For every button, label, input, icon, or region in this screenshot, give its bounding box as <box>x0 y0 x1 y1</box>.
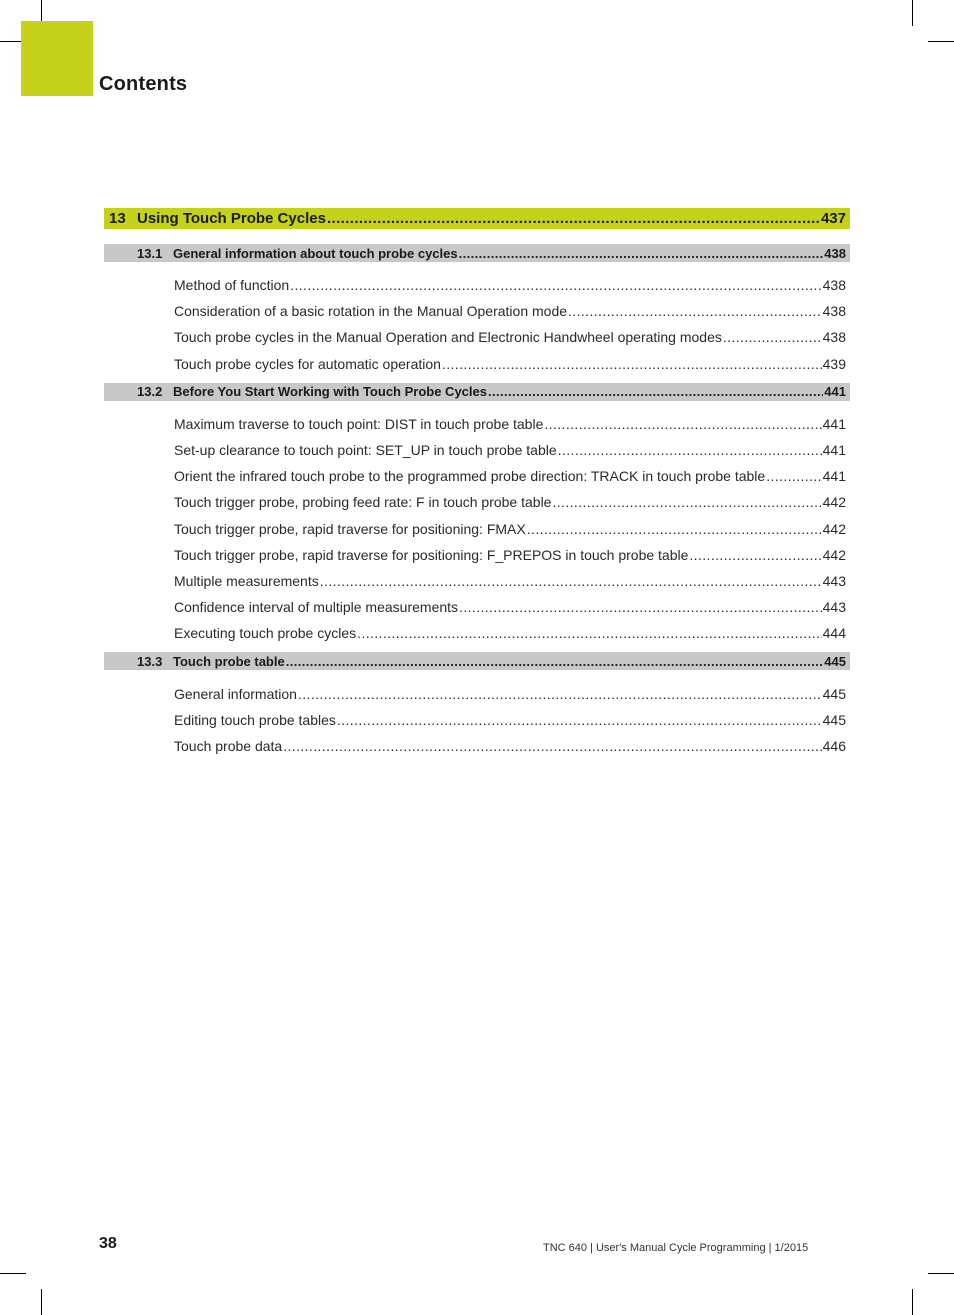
toc-entry[interactable] <box>104 707 850 733</box>
toc-chapter-row[interactable] <box>104 208 850 229</box>
entry-page: 439 <box>822 355 846 372</box>
entry-page: 443 <box>822 599 846 616</box>
entry-page: 443 <box>822 572 846 589</box>
dot-leader <box>337 712 822 728</box>
toc-entry[interactable] <box>104 272 850 298</box>
dot-leader <box>442 356 822 372</box>
section-page: 438 <box>824 245 846 261</box>
dot-leader <box>723 329 822 345</box>
dot-leader <box>558 442 822 458</box>
entry-page: 438 <box>822 329 846 346</box>
entry-page: 444 <box>822 625 846 642</box>
section-number: 13.3 <box>137 653 163 669</box>
toc-section-row[interactable] <box>104 652 850 670</box>
crop-mark <box>41 1289 42 1315</box>
section-title: Before You Start Working with Touch Probe Cycles <box>173 384 487 400</box>
entry-title: Consideration of a basic rotation in the Manual Operation mode <box>174 303 568 320</box>
dot-leader <box>327 210 820 227</box>
table-of-contents <box>104 208 850 759</box>
section-title: Touch probe table <box>173 653 285 669</box>
entry-page: 445 <box>822 711 846 728</box>
toc-entry[interactable] <box>104 733 850 759</box>
toc-entry[interactable] <box>104 620 850 646</box>
crop-mark <box>928 41 954 42</box>
entry-title: Touch trigger probe, rapid traverse for positioning: FMAX <box>174 520 526 537</box>
entry-title: Method of function <box>174 277 290 294</box>
entry-page: 441 <box>822 415 846 432</box>
crop-mark <box>912 0 913 26</box>
entry-page: 442 <box>822 494 846 511</box>
entry-title: Executing touch probe cycles <box>174 625 357 642</box>
entry-title: Touch trigger probe, probing feed rate: F in touch probe table <box>174 494 552 511</box>
toc-entry[interactable] <box>104 437 850 463</box>
toc-entry[interactable] <box>104 568 850 594</box>
dot-leader <box>527 521 822 537</box>
chapter-page: 437 <box>820 210 846 227</box>
section-page: 441 <box>824 384 846 400</box>
entry-page: 438 <box>822 277 846 294</box>
dot-leader <box>544 416 821 432</box>
dot-leader <box>320 573 822 589</box>
entry-page: 442 <box>822 520 846 537</box>
toc-entry[interactable] <box>104 680 850 706</box>
entry-title: Touch trigger probe, rapid traverse for positioning: F_PREPOS in touch probe table <box>174 546 689 563</box>
entry-title: Editing touch probe tables <box>174 711 336 728</box>
toc-entry[interactable] <box>104 542 850 568</box>
section-page: 445 <box>824 653 846 669</box>
entry-title: Orient the infrared touch probe to the programmed probe direction: TRACK in touch probe table <box>174 468 766 485</box>
entry-page: 438 <box>822 303 846 320</box>
toc-entry[interactable] <box>104 516 850 542</box>
section-title: General information about touch probe cycles <box>173 245 458 261</box>
entry-title: Touch probe cycles in the Manual Operation and Electronic Handwheel operating modes <box>174 329 722 346</box>
dot-leader <box>488 384 823 399</box>
entry-title: Confidence interval of multiple measurements <box>174 599 459 616</box>
toc-entry[interactable] <box>104 351 850 377</box>
toc-entry[interactable] <box>104 463 850 489</box>
entry-title: General information <box>174 685 297 702</box>
toc-entry[interactable] <box>104 324 850 350</box>
toc-section-row[interactable] <box>104 383 850 401</box>
dot-leader <box>568 303 822 319</box>
entry-title: Touch probe cycles for automatic operation <box>174 355 441 372</box>
chapter-title: Using Touch Probe Cycles <box>137 210 326 227</box>
dot-leader <box>357 625 822 641</box>
dot-leader <box>290 277 821 293</box>
crop-mark <box>0 1273 26 1274</box>
section-number: 13.2 <box>137 384 163 400</box>
dot-leader <box>552 494 821 510</box>
page-number: 38 <box>99 1235 117 1252</box>
entry-page: 441 <box>822 468 846 485</box>
toc-entry[interactable] <box>104 411 850 437</box>
dot-leader <box>298 686 822 702</box>
dot-leader <box>459 246 824 261</box>
header-accent-block <box>21 21 93 96</box>
dot-leader <box>459 599 822 615</box>
chapter-number: 13 <box>109 210 126 227</box>
crop-mark <box>928 1273 954 1274</box>
entry-title: Set-up clearance to touch point: SET_UP in touch probe table <box>174 442 557 459</box>
footer-text: TNC 640 | User's Manual Cycle Programming | 1/2015 <box>543 1242 809 1254</box>
entry-title: Touch probe data <box>174 737 283 754</box>
entry-page: 442 <box>822 546 846 563</box>
dot-leader <box>766 468 821 484</box>
page-title: Contents <box>99 73 188 95</box>
dot-leader <box>689 547 821 563</box>
toc-entry[interactable] <box>104 594 850 620</box>
entry-title: Multiple measurements <box>174 572 319 589</box>
toc-entry[interactable] <box>104 489 850 515</box>
toc-section-row[interactable] <box>104 244 850 262</box>
dot-leader <box>283 738 821 754</box>
entry-page: 446 <box>822 737 846 754</box>
toc-entry[interactable] <box>104 298 850 324</box>
dot-leader <box>286 654 824 669</box>
crop-mark <box>912 1289 913 1315</box>
entry-title: Maximum traverse to touch point: DIST in touch probe table <box>174 415 544 432</box>
entry-page: 445 <box>822 685 846 702</box>
section-number: 13.1 <box>137 245 163 261</box>
entry-page: 441 <box>822 442 846 459</box>
